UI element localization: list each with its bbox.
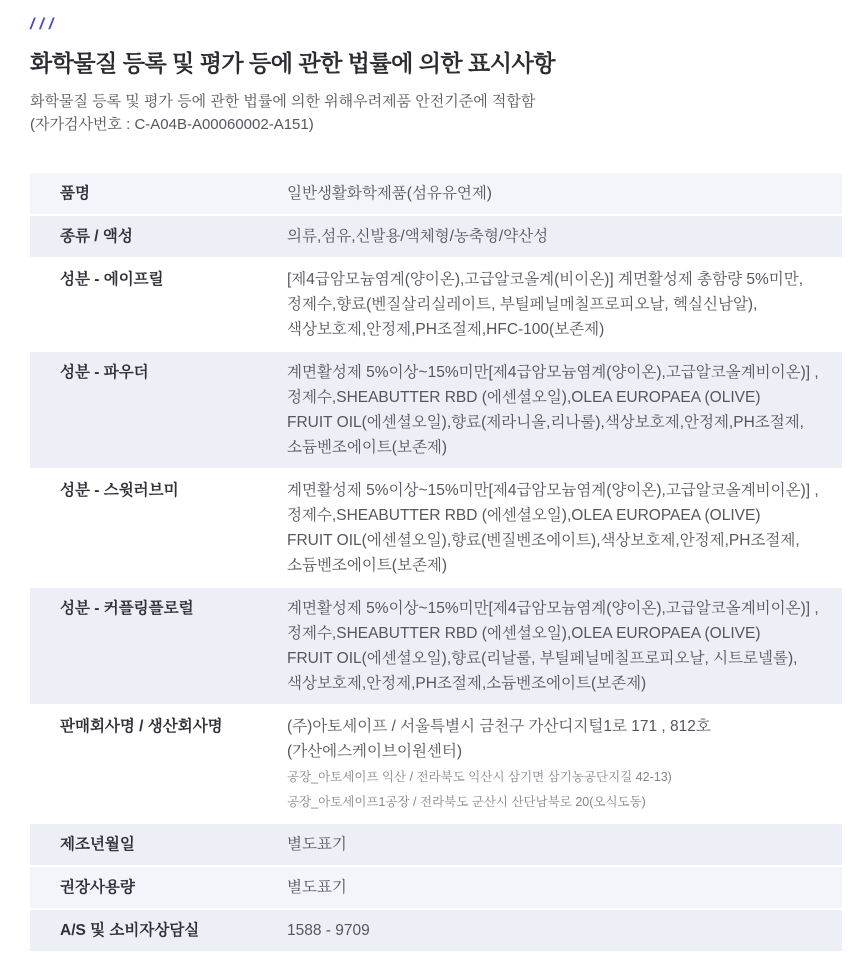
value-line: 정제수,SHEABUTTER RBD (에센셜오일),OLEA EUROPAEA (OLIVE) bbox=[287, 389, 761, 406]
row-label: 품명 bbox=[60, 185, 90, 202]
row-value bbox=[287, 824, 842, 865]
value-line: 색상보호제,안정제,PH조절제,소듐벤조에이트(보존제) bbox=[287, 675, 647, 692]
factory-note-line: 공장_아토세이프1공장 / 전라북도 군산시 산단남북로 20(오식도동) bbox=[287, 795, 646, 809]
row-label: 성분 - 스윗러브미 bbox=[60, 482, 179, 499]
value-line: (가산에스케이브이원센터) bbox=[287, 743, 463, 760]
value-line: 정제수,SHEABUTTER RBD (에센셜오일),OLEA EUROPAEA (OLIVE) bbox=[287, 507, 761, 524]
row-value bbox=[287, 259, 842, 350]
page-title: 화학물질 등록 및 평가 등에 관한 법률에 의한 표시사항 bbox=[30, 50, 555, 76]
table-row bbox=[30, 173, 842, 216]
table-row bbox=[30, 352, 842, 470]
value-line: 계면활성제 5%이상~15%미만[제4급암모늄염계(양이온),고급알코올계비이온)] , bbox=[287, 600, 819, 617]
value-line: 색상보호제,안정제,PH조절제,HFC-100(보존제) bbox=[287, 321, 605, 338]
row-label: 성분 - 커플링플로럴 bbox=[60, 600, 194, 617]
compliance-statement: 화학물질 등록 및 평가 등에 관한 법률에 의한 위해우려제품 안전기준에 적합함 bbox=[30, 93, 536, 110]
value-line: FRUIT OIL(에센셜오일),향료(리날룰, 부틸페닐메칠프로피오날, 시트로넬롤), bbox=[287, 650, 798, 667]
row-value bbox=[287, 173, 842, 214]
product-info-table bbox=[30, 173, 842, 953]
table-row bbox=[30, 910, 842, 953]
row-value bbox=[287, 470, 842, 586]
table-row bbox=[30, 588, 842, 706]
row-value bbox=[287, 706, 842, 822]
row-value bbox=[287, 867, 842, 908]
row-value bbox=[287, 910, 842, 951]
value-line: 별도표기 bbox=[287, 836, 347, 853]
factory-note-line: 공장_아토세이프 익산 / 전라북도 익산시 삼기면 삼기농공단지길 42-13) bbox=[287, 770, 672, 784]
row-label: 판매회사명 / 생산회사명 bbox=[60, 718, 223, 735]
table-row bbox=[30, 824, 842, 867]
value-line: (주)아토세이프 / 서울특별시 금천구 가산디지털1로 171 , 812호 bbox=[287, 718, 711, 735]
value-line: 정제수,향료(벤질살리실레이트, 부틸페닐메칠프로피오날, 헥실신남알), bbox=[287, 296, 758, 313]
table-row bbox=[30, 470, 842, 588]
value-line: 1588 - 9709 bbox=[287, 922, 370, 939]
value-line: 별도표기 bbox=[287, 879, 347, 896]
value-line: 소듐벤조에이트(보존제) bbox=[287, 439, 448, 456]
section-slashes-decoration: /// bbox=[30, 16, 59, 33]
row-label: 성분 - 파우더 bbox=[60, 364, 149, 381]
value-line: 의류,섬유,신발용/액체형/농축형/약산성 bbox=[287, 228, 549, 245]
value-line: 계면활성제 5%이상~15%미만[제4급암모늄염계(양이온),고급알코올계비이온)] , bbox=[287, 364, 819, 381]
row-label: 제조년월일 bbox=[60, 836, 135, 853]
value-line: 정제수,SHEABUTTER RBD (에센셜오일),OLEA EUROPAEA (OLIVE) bbox=[287, 625, 761, 642]
table-row bbox=[30, 216, 842, 259]
row-value bbox=[287, 588, 842, 704]
value-line: 일반생활화학제품(섬유유연제) bbox=[287, 185, 492, 202]
value-line: FRUIT OIL(에센셜오일),향료(벤질벤조에이트),색상보호제,안정제,PH조절제, bbox=[287, 532, 800, 549]
row-label: A/S 및 소비자상담실 bbox=[60, 922, 200, 939]
table-row bbox=[30, 867, 842, 910]
row-value bbox=[287, 352, 842, 468]
value-line: 계면활성제 5%이상~15%미만[제4급암모늄염계(양이온),고급알코올계비이온)] , bbox=[287, 482, 819, 499]
value-line: FRUIT OIL(에센셜오일),향료(제라니올,리나룰),색상보호제,안정제,PH조절제, bbox=[287, 414, 804, 431]
self-inspection-number: (자가검사번호 : C-A04B-A00060002-A151) bbox=[30, 116, 314, 133]
value-line: [제4급암모늄염계(양이온),고급알코올계(비이온)] 계면활성제 총함량 5%미만, bbox=[287, 271, 804, 288]
row-label: 성분 - 에이프릴 bbox=[60, 271, 164, 288]
table-row bbox=[30, 259, 842, 352]
row-label: 종류 / 액성 bbox=[60, 228, 133, 245]
row-label: 권장사용량 bbox=[60, 879, 135, 896]
row-value bbox=[287, 216, 842, 257]
value-line: 소듐벤조에이트(보존제) bbox=[287, 557, 448, 574]
table-row bbox=[30, 706, 842, 824]
